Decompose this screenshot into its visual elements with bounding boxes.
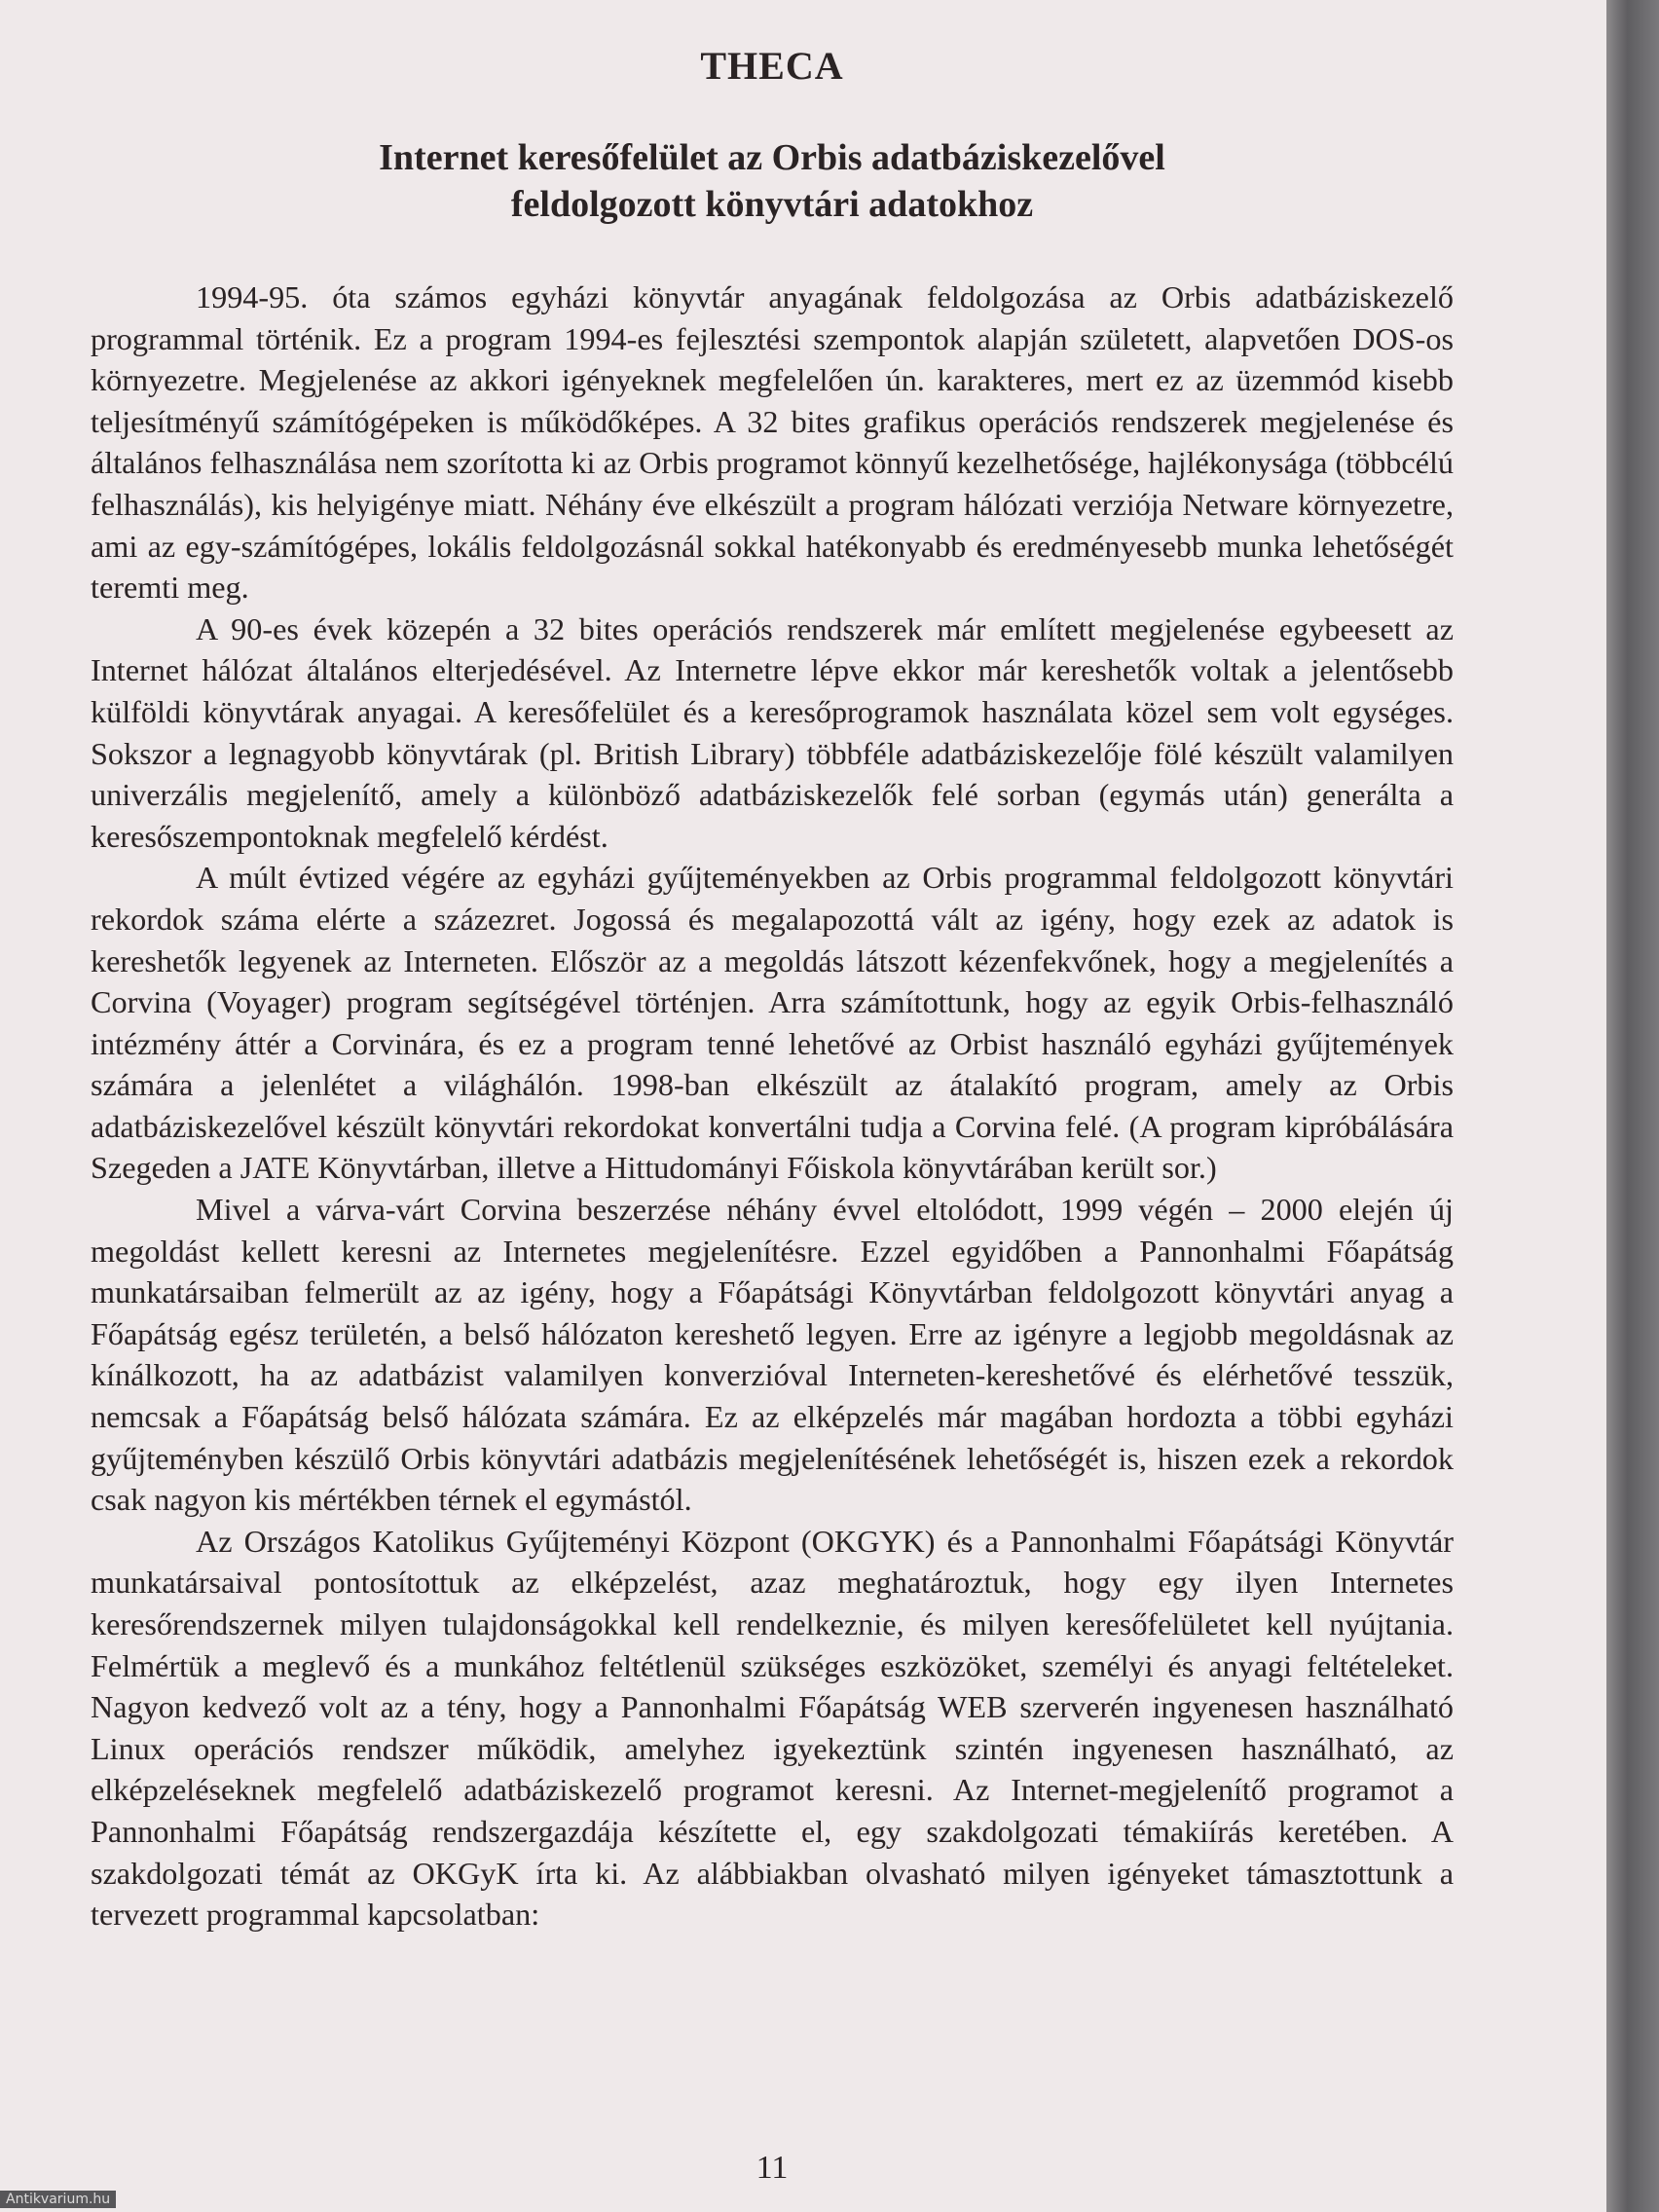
running-header: THECA	[700, 44, 844, 88]
article-title	[0, 134, 1544, 228]
article-title-line-1: Internet keresőfelület az Orbis adatbáziskezelővel	[379, 137, 1165, 178]
article-title-line-2: feldolgozott könyvtári adatokhoz	[510, 184, 1034, 225]
paragraph-3: A múlt évtized végére az egyházi gyűjteményekben az Orbis programmal feldolgozott könyvtári rekordok száma elérte a százezret. Jogossá és megalapozottá vált az igény, hogy ezek az adatok is kereshetők legyenek az Interneten. Először az a megoldás látszott kézenfekvőnek, hogy a megjelenítés a Corvina (Voyager) program segítségével történjen. Arra számítottunk, hogy az egyik Orbis-felhasználó intézmény áttér a Corvinára, és ez a program tenné lehetővé az Orbist használó egyházi gyűjtemények számára a jelenlétet a világhálón. 1998-ban elkészült az átalakító program, amely az Orbis adatbáziskezelővel készült könyvtári rekordokat konvertálni tudja a Corvina felé. (A program kipróbálására Szegeden a JATE Könyvtárban, illetve a Hittudományi Főiskola könyvtárában került sor.)	[91, 860, 1454, 1186]
article-body	[91, 276, 1454, 1936]
paragraph-5: Az Országos Katolikus Gyűjteményi Központ (OKGYK) és a Pannonhalmi Főapátsági Könyvtár munkatársaival pontosítottuk az elképzelést, azaz meghatároztuk, hogy egy ilyen Internetes keresőrendszernek milyen tulajdonságokkal kell rendelkeznie, és milyen keresőfelületet kell nyújtania. Felmértük a meglevő és a munkához feltétlenül szükséges eszközöket, személyi és anyagi feltételeket. Nagyon kedvező volt az a tény, hogy a Pannonhalmi Főapátság WEB szerverén ingyenesen használható Linux operációs rendszer működik, amelyhez igyekeztünk szintén ingyenesen használható, az elképzeléseknek megfelelő adatbáziskezelő programot keresni. Az Internet-megjelenítő programot a Pannonhalmi Főapátság rendszergazdája készítette el, egy szakdolgozati témakiírás keretében. A szakdolgozati témát az OKGyK írta ki. Az alábbiakban olvasható milyen igényeket támasztottunk a tervezett programmal kapcsolatban:	[91, 1523, 1454, 1933]
book-binding-edge	[1606, 0, 1659, 2212]
paragraph-1: 1994-95. óta számos egyházi könyvtár anyagának feldolgozása az Orbis adatbáziskezelő programmal történik. Ez a program 1994-es fejlesztési szempontok alapján született, alapvetően DOS-os környezetre. Megjelenése az akkori igényeknek megfelelően ún. karakteres, mert ez az üzemmód kisebb teljesítményű számítógépeken is működőképes. A 32 bites grafikus operációs rendszerek megjelenése és általános felhasználása nem szorította ki az Orbis programot könnyű kezelhetősége, hajlékonysága (többcélú felhasználás), kis helyigénye miatt. Néhány éve elkészült a program hálózati verziója Netware környezetre, ami az egy-számítógépes, lokális feldolgozásnál sokkal hatékonyabb és eredményesebb munka lehetőségét teremti meg.	[91, 279, 1454, 606]
paragraph-4: Mivel a várva-várt Corvina beszerzése néhány évvel eltolódott, 1999 végén – 2000 elején új megoldást kellett keresni az Internetes megjelenítésre. Ezzel egyidőben a Pannonhalmi Főapátság munkatársaiban felmerült az az igény, hogy a Főapátsági Könyvtárban feldolgozott könyvtári anyag a Főapátság egész területén, a belső hálózaton kereshető legyen. Erre az igényre a legjobb megoldásnak az kínálkozott, ha az adatbázist valamilyen konverzióval Interneten-kereshetővé és elérhetővé tesszük, nemcsak a Főapátság belső hálózata számára. Ez az elképzelés már magában hordozta a többi egyházi gyűjteményben készülő Orbis könyvtári adatbázis megjelenítésének lehetőségét is, hiszen ezek a rekordok csak nagyon kis mértékben térnek el egymástól.	[91, 1192, 1454, 1518]
paragraph-2: A 90-es évek közepén a 32 bites operációs rendszerek már említett megjelenése egybeesett az Internet hálózat általános elterjedésével. Az Internetre lépve ekkor már kereshetők voltak a jelentősebb külföldi könyvtárak anyagai. A keresőfelület és a keresőprogramok használata közel sem volt egységes. Sokszor a legnagyobb könyvtárak (pl. British Library) többféle adatbáziskezelője fölé készült valamilyen univerzális megjelenítő, amely a különböző adatbáziskezelők felé sorban (egymás után) generálta a keresőszempontoknak megfelelő kérdést.	[91, 610, 1454, 854]
page-number: 11	[756, 2150, 789, 2186]
watermark: Antikvarium.hu	[0, 2191, 116, 2208]
